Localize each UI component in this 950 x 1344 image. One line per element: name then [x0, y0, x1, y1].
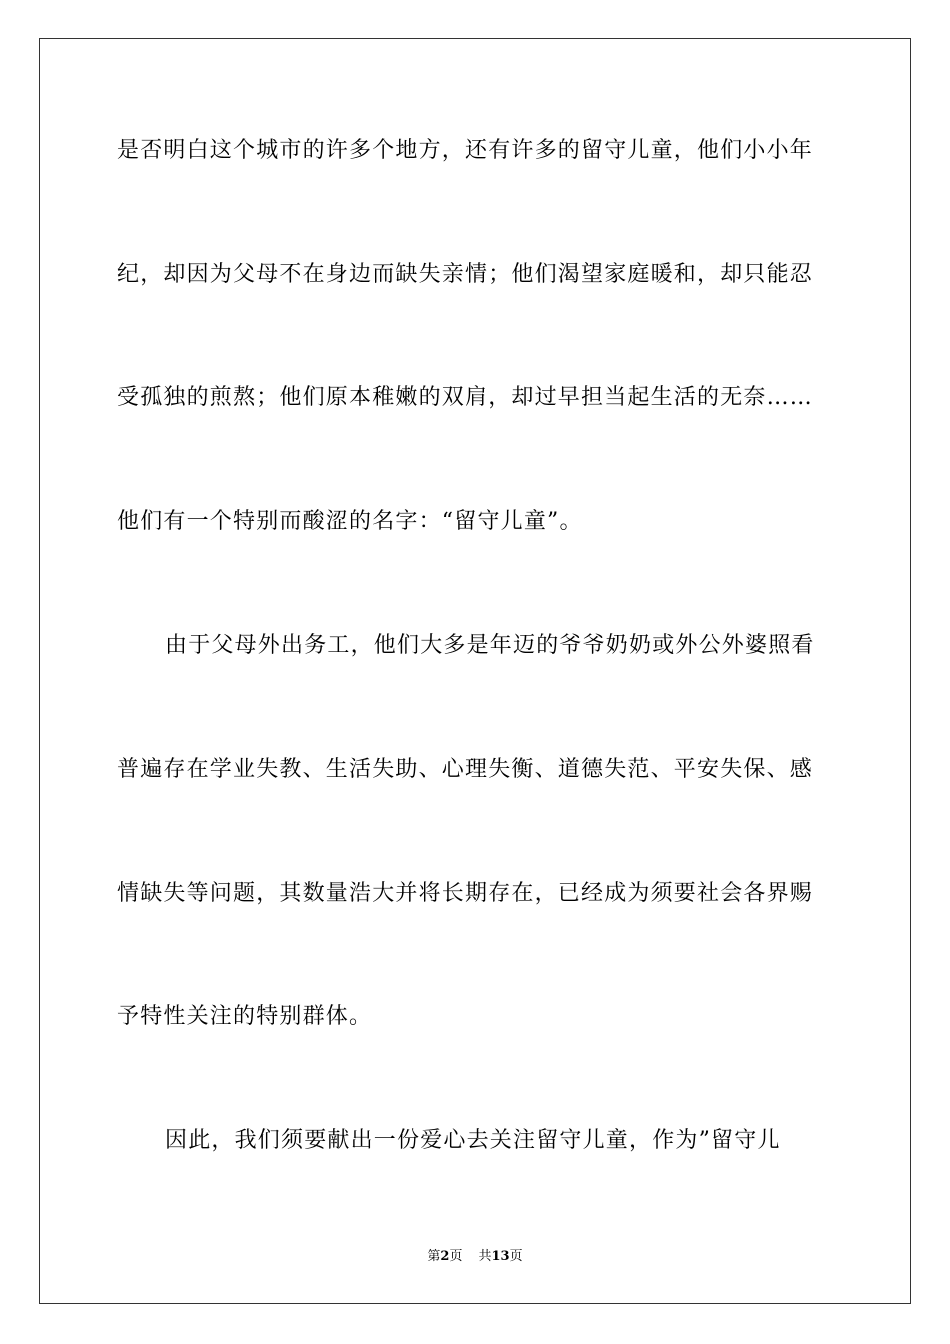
total-prefix: 共 [478, 1249, 492, 1264]
page-suffix: 页 [449, 1249, 463, 1264]
paragraph-1-line-2: 纪，却因为父母不在身边而缺失亲情；他们渴望家庭暖和，却只能忍 [117, 262, 814, 287]
paragraph-1-line-4: 他们有一个特别而酸涩的名字：“留守儿童”。 [117, 509, 583, 534]
paragraph-1-line-3: 受孤独的煎熬；他们原本稚嫩的双肩，却过早担当起生活的无奈…… [117, 385, 814, 410]
page-prefix: 第 [427, 1249, 441, 1264]
paragraph-2-line-3: 情缺失等问题，其数量浩大并将长期存在，已经成为须要社会各界赐 [117, 881, 814, 906]
page-footer [0, 1248, 950, 1266]
paragraph-2-line-4: 予特性关注的特别群体。 [117, 1004, 373, 1029]
page-border [39, 38, 911, 1304]
total-pages: 13 [491, 1249, 510, 1264]
paragraph-2-line-2: 普遍存在学业失教、生活失助、心理失衡、道德失范、平安失保、感 [117, 757, 814, 782]
page-number: 2 [440, 1249, 450, 1264]
total-suffix: 页 [509, 1249, 523, 1264]
paragraph-1-line-1: 是否明白这个城市的许多个地方，还有许多的留守儿童，他们小小年 [117, 138, 814, 163]
paragraph-3-line-1: 因此，我们须要献出一份爱心去关注留守儿童，作为”留守儿 [165, 1128, 781, 1153]
paragraph-2-line-1: 由于父母外出务工，他们大多是年迈的爷爷奶奶或外公外婆照看 [165, 633, 815, 658]
